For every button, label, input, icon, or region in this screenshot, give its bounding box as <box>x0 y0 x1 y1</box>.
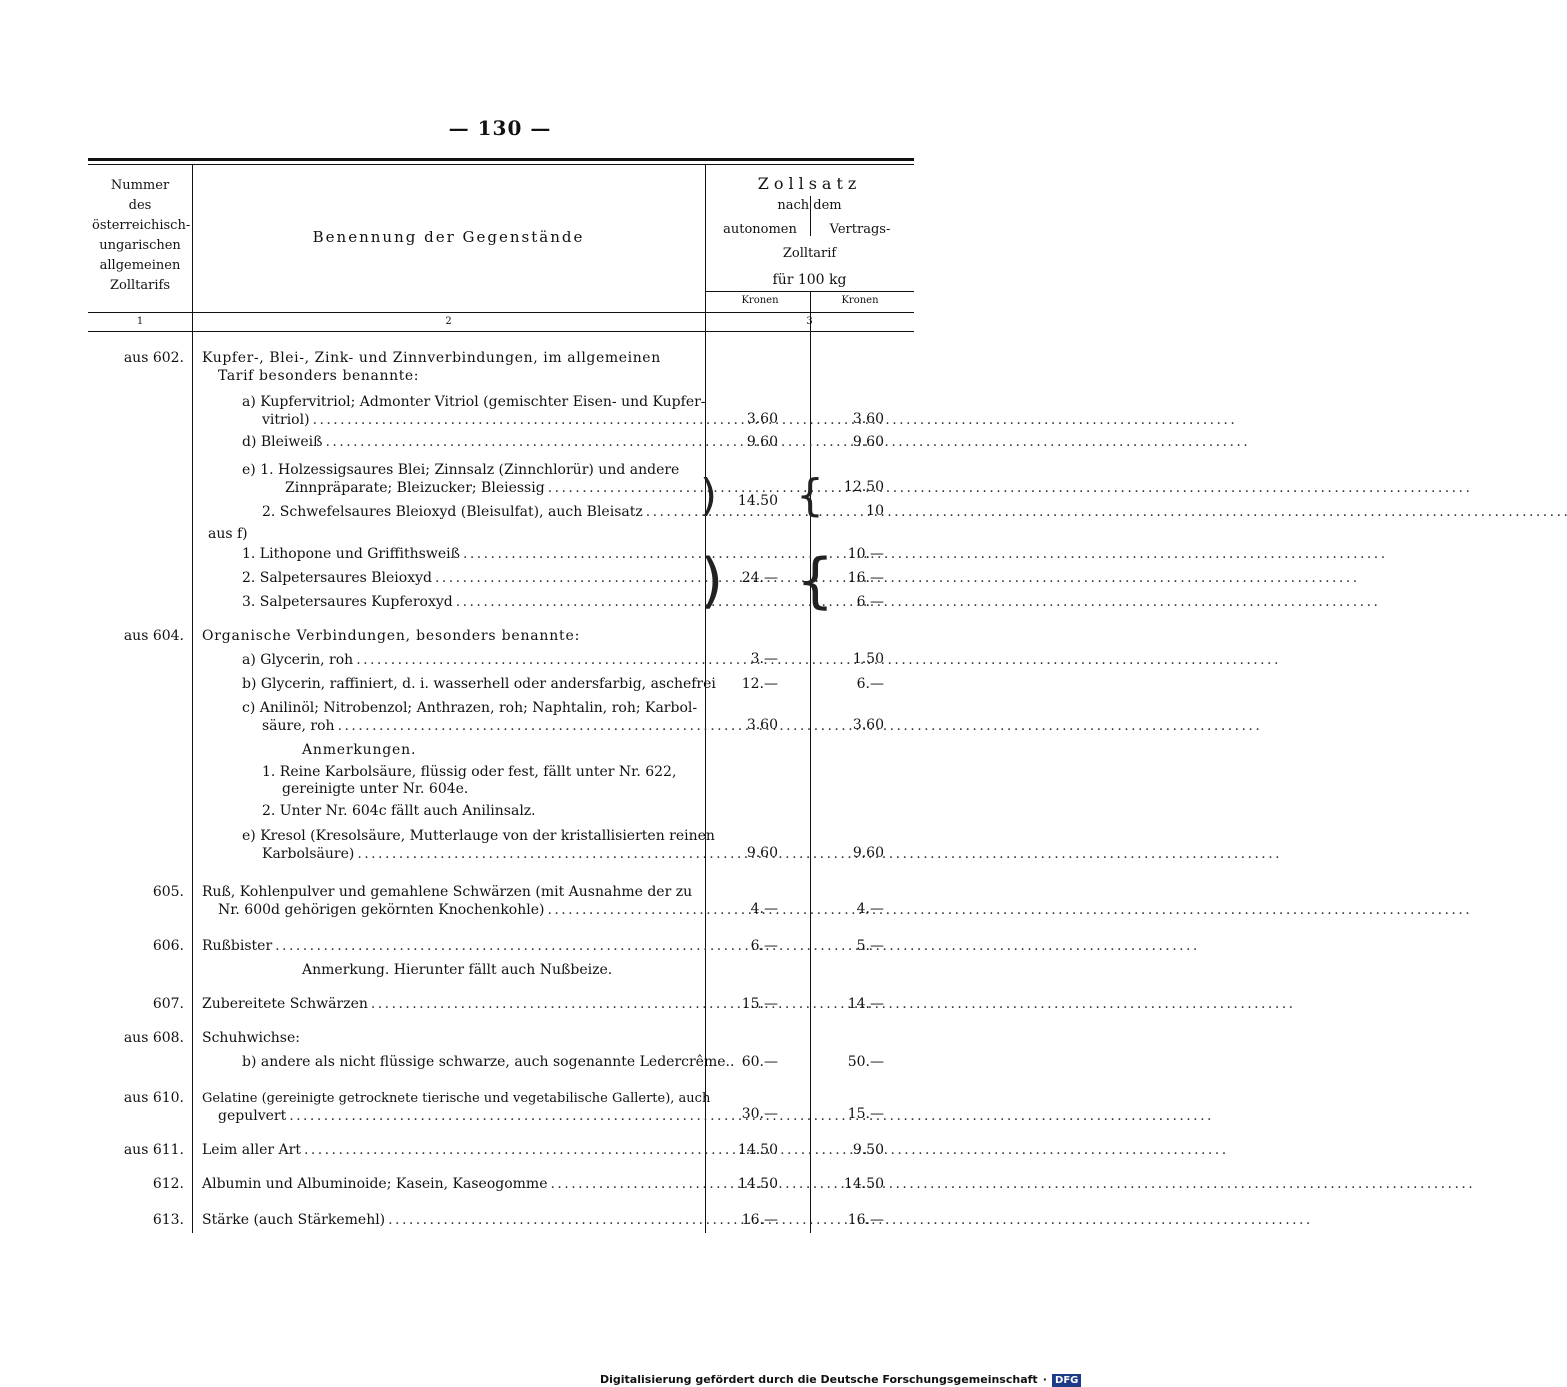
dfg-logo: DFG <box>1052 1374 1081 1387</box>
tariff-number: aus 610. <box>123 1090 184 1106</box>
footer <box>600 1368 1079 1387</box>
item-label: vitriol) <box>262 412 310 428</box>
item-line-dotted <box>218 1108 698 1125</box>
rate-autonomous: 14.50 <box>737 1142 778 1158</box>
table-top-rule-thin <box>88 164 914 165</box>
rate-treaty: 50.— <box>847 1054 884 1070</box>
item-line: c) Anilinöl; Nitrobenzol; Anthrazen, roh; Naphtalin, roh; Karbol- <box>242 700 698 716</box>
leader-dots <box>547 902 1468 919</box>
rate-treaty: 4.— <box>856 901 884 917</box>
rate-treaty: 9.60 <box>852 845 884 861</box>
item-line: Ruß, Kohlenpulver und gemahlene Schwärzen (mit Ausnahme der zu <box>202 884 693 900</box>
col-divider-3b <box>810 291 811 1233</box>
item-line-dotted <box>218 902 698 919</box>
item-title: Kupfer-, Blei-, Zink- und Zinnverbindungen, im allgemeinen <box>202 350 661 366</box>
item-label: 1. Lithopone und Griffithsweiß <box>242 546 460 562</box>
rate-autonomous: 4.— <box>750 901 778 917</box>
item-line-dotted <box>202 1142 698 1159</box>
header-col1-line: österreichisch- <box>92 218 191 233</box>
item-label: Zubereitete Schwärzen <box>202 996 368 1012</box>
item-line-dotted <box>242 546 698 563</box>
header-col1-line: des <box>128 198 152 213</box>
rate-autonomous: 12.— <box>741 676 778 692</box>
rate-treaty: 15.— <box>847 1106 884 1122</box>
rate-treaty: 6.— <box>856 676 884 692</box>
rate-autonomous: 15.— <box>741 996 778 1012</box>
rate-treaty: 16.— <box>847 570 884 586</box>
rate-treaty: 9.60 <box>852 434 884 450</box>
item-label: 3. Salpetersaures Kupferoxyd <box>242 594 453 610</box>
leader-dots <box>356 652 1277 669</box>
tariff-number: aus 604. <box>123 628 184 644</box>
item-title: Schuhwichse: <box>202 1030 300 1046</box>
rate-treaty: 9.50 <box>852 1142 884 1158</box>
tariff-number: 612. <box>152 1176 184 1192</box>
item-label: d) Bleiweiß <box>242 434 323 450</box>
item-title: Organische Verbindungen, besonders benannte: <box>202 628 581 644</box>
rate-autonomous: 16.— <box>741 1212 778 1228</box>
item-line-dotted <box>262 412 698 429</box>
item-line: e) Kresol (Kresolsäure, Mutterlauge von der kristallisierten reinen <box>242 828 715 844</box>
header-bottom-rule <box>88 312 914 313</box>
item-label: Albumin und Albuminoide; Kasein, Kaseogomme <box>202 1176 548 1192</box>
item-label: säure, roh <box>262 718 335 734</box>
item-label: Nr. 600d gehörigen gekörnten Knochenkohle) <box>218 902 545 918</box>
header-col1-line: ungarischen <box>99 238 181 253</box>
brace-right: { <box>796 546 835 616</box>
header-col3-per: für 100 kg <box>772 272 847 288</box>
item-line-dotted <box>202 996 698 1013</box>
item-label: Leim aller Art <box>202 1142 301 1158</box>
tariff-number: 606. <box>152 938 184 954</box>
tariff-number: aus 611. <box>123 1142 184 1158</box>
header-col1-line: Nummer <box>110 178 170 193</box>
leader-dots <box>338 718 1259 735</box>
rate-autonomous: 9.60 <box>746 845 778 861</box>
page-number: — 130 — <box>448 116 552 140</box>
item-line-dotted <box>242 652 698 669</box>
leader-dots <box>456 594 1377 611</box>
leader-dots <box>463 546 1384 563</box>
item-line: a) Kupfervitriol; Admonter Vitriol (gemischter Eisen- und Kupfer- <box>242 394 706 410</box>
item-label: Stärke (auch Stärkemehl) <box>202 1212 386 1228</box>
header-col3-autonomen: autonomen <box>723 222 797 237</box>
item-label: Rußbister <box>202 938 273 954</box>
rate-treaty: 16.— <box>847 1212 884 1228</box>
item-label: 2. Schwefelsaures Bleioxyd (Bleisulfat), auch Bleisatz <box>262 504 643 520</box>
header-col3-sub1: nach dem <box>777 198 842 213</box>
item-label: 2. Salpetersaures Bleioxyd <box>242 570 432 586</box>
rate-autonomous: 3.60 <box>746 411 778 427</box>
leader-dots <box>548 480 1469 497</box>
tariff-number: 613. <box>152 1212 184 1228</box>
footer-separator: · <box>1042 1373 1047 1386</box>
note-line: 2. Unter Nr. 604c fällt auch Anilinsalz. <box>262 803 536 819</box>
rate-treaty: 3.60 <box>852 717 884 733</box>
item-line-dotted <box>202 1212 698 1229</box>
item-line-dotted <box>262 504 698 521</box>
header-kronen-vertrags: Kronen <box>841 295 879 306</box>
header-col1-line: Zolltarifs <box>109 278 170 293</box>
item-line-dotted <box>202 1176 698 1193</box>
rate-treaty: 10 <box>866 503 884 519</box>
leader-dots <box>435 570 1356 587</box>
rate-autonomous: 30.— <box>741 1106 778 1122</box>
rate-autonomous: 24.— <box>741 570 778 586</box>
header-col1-line: allgemeinen <box>99 258 181 273</box>
header-col3-vertrags: Vertrags- <box>829 222 891 237</box>
rate-treaty: 3.60 <box>852 411 884 427</box>
item-line-dotted <box>242 570 698 587</box>
rate-autonomous: 3.— <box>750 651 778 667</box>
brace-left: ) <box>700 470 718 521</box>
header-kronen-autonomen: Kronen <box>741 295 779 306</box>
leader-dots <box>551 1176 1472 1193</box>
colnum-2: 2 <box>445 316 452 327</box>
item-line-dotted <box>285 480 698 497</box>
colnum-1: 1 <box>136 316 144 327</box>
rate-autonomous: 60.— <box>741 1054 778 1070</box>
rate-autonomous: 14.50 <box>737 1176 778 1192</box>
item-label: gepulvert <box>218 1108 287 1124</box>
header-col3-title: Zollsatz <box>757 174 862 193</box>
rate-treaty: 14.— <box>847 996 884 1012</box>
table-top-rule <box>88 158 914 161</box>
item-label: Zinnpräparate; Bleizucker; Bleiessig <box>285 480 545 496</box>
tariff-number: 605. <box>152 884 184 900</box>
item-label: a) Glycerin, roh <box>242 652 354 668</box>
rate-autonomous: 3.60 <box>746 717 778 733</box>
rate-autonomous: 14.50 <box>737 493 778 509</box>
leader-dots <box>357 846 1278 863</box>
colnum-3: 3 <box>806 316 813 327</box>
brace-left: ) <box>700 546 724 616</box>
rate-treaty: 1.50 <box>852 651 884 667</box>
tariff-number: 607. <box>152 996 184 1012</box>
item-line: b) andere als nicht flüssige schwarze, auch sogenannte Ledercrême.. <box>242 1054 735 1070</box>
item-line: Gelatine (gereinigte getrocknete tierische und vegetabilische Gallerte), auch <box>202 1091 711 1106</box>
brace-right: { <box>796 470 824 521</box>
rate-treaty: 14.50 <box>843 1176 884 1192</box>
item-title: Tarif besonders benannte: <box>218 368 420 384</box>
item-line-dotted <box>262 846 698 863</box>
item-line-dotted <box>242 594 698 611</box>
tariff-number: aus 602. <box>123 350 184 366</box>
rate-treaty: 6.— <box>856 594 884 610</box>
item-line: e) 1. Holzessigsaures Blei; Zinnsalz (Zinnchlorür) und andere <box>242 462 680 478</box>
item-line-dotted <box>242 434 698 451</box>
item-line: aus f) <box>208 526 248 542</box>
header-col1 <box>92 176 191 296</box>
rate-treaty: 10.— <box>847 546 884 562</box>
footer-text: Digitalisierung gefördert durch die Deutsche Forschungsgemeinschaft <box>600 1373 1038 1386</box>
colnum-bottom-rule <box>88 331 914 332</box>
note-line: gereinigte unter Nr. 604e. <box>282 781 469 797</box>
leader-dots <box>326 434 1247 451</box>
rate-treaty: 12.50 <box>843 479 884 495</box>
note-title: Anmerkungen. <box>302 742 417 758</box>
item-line-dotted <box>202 938 698 955</box>
item-line: b) Glycerin, raffiniert, d. i. wasserhell oder andersfarbig, aschefrei <box>242 676 716 692</box>
header-col2: Benennung der Gegenstände <box>312 228 585 246</box>
rate-autonomous: 9.60 <box>746 434 778 450</box>
note-line: Anmerkung. Hierunter fällt auch Nußbeize. <box>302 962 613 978</box>
leader-dots <box>646 504 1567 521</box>
rate-autonomous: 6.— <box>750 938 778 954</box>
item-label: Karbolsäure) <box>262 846 355 862</box>
tariff-number: aus 608. <box>123 1030 184 1046</box>
rate-treaty: 5.— <box>856 938 884 954</box>
item-line-dotted <box>262 718 698 735</box>
header-col3-zolltarif: Zolltarif <box>782 246 837 261</box>
note-line: 1. Reine Karbolsäure, flüssig oder fest, fällt unter Nr. 622, <box>262 764 677 780</box>
